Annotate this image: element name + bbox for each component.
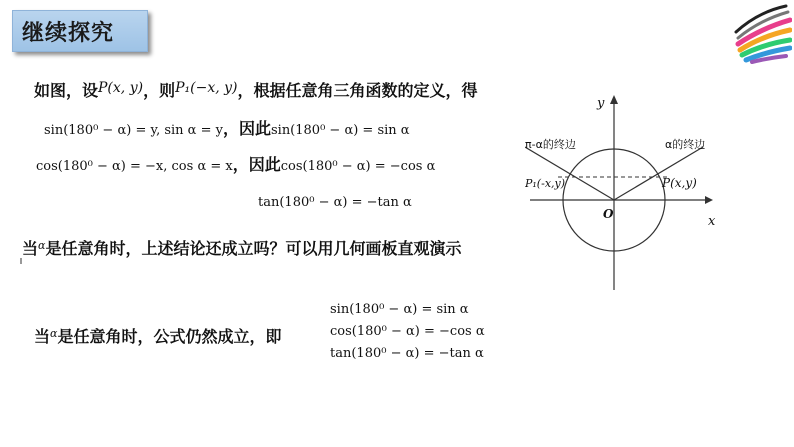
y-axis-label: y [597, 96, 605, 111]
tan-result: tan(180⁰ − α) = −tan α [258, 195, 412, 210]
cos-line [36, 152, 435, 175]
intro-suffix: ，根据任意角三角函数的定义，得 [237, 81, 478, 100]
cos-therefore: ，因此 [232, 155, 281, 174]
right-terminal-label: α的终边 [665, 138, 706, 151]
cos-result: cos(180⁰ − α) = −cos α [280, 159, 436, 174]
conclusion-text: 是任意角时，公式仍然成立，即 [57, 327, 282, 346]
conclusion-prefix: 当 [34, 327, 51, 346]
cursor-mark [20, 258, 22, 264]
unit-circle-diagram [525, 92, 730, 294]
pi-minus-alpha-terminal-side [525, 147, 614, 200]
p1-label: P₁(-x,y) [525, 177, 566, 190]
intro-mid: ，则 [143, 81, 176, 100]
point-p: P(x, y) [98, 80, 144, 96]
alpha-terminal-side [614, 147, 703, 200]
intro-prefix: 如图，设 [34, 81, 99, 100]
conclusion-line [34, 324, 281, 347]
x-axis-label: x [708, 214, 716, 229]
brush-logo-icon [728, 2, 792, 64]
x-axis-arrow [705, 196, 713, 204]
conclusion-alpha: α [50, 327, 58, 340]
question-prefix: 当 [22, 239, 39, 258]
point-p1: P₁(−x, y) [175, 80, 238, 96]
sin-result: sin(180⁰ − α) = sin α [270, 123, 410, 138]
sin-formula: sin(180⁰ − α) = y, sin α = y [44, 123, 223, 138]
y-axis-arrow [610, 95, 618, 104]
tan-line [258, 191, 412, 210]
p-label: P(x,y) [662, 176, 697, 190]
question-line [22, 236, 461, 259]
question-text: 是任意角时，上述结论还成立吗？可以用几何画板直观演示 [45, 239, 462, 258]
sin-therefore: ，因此 [222, 119, 271, 138]
origin-label: O [603, 207, 614, 221]
page-title: 继续探究 [22, 21, 115, 46]
left-terminal-label: π-α的终边 [525, 138, 576, 151]
conclusion-sin-formula: sin(180⁰ − α) = sin α [330, 302, 469, 317]
intro-line [34, 78, 478, 101]
conclusion-cos-formula: cos(180⁰ − α) = −cos α [330, 324, 485, 339]
cos-formula: cos(180⁰ − α) = −x, cos α = x [36, 159, 233, 174]
conclusion-tan-formula: tan(180⁰ − α) = −tan α [330, 346, 484, 361]
question-alpha: α [38, 239, 46, 252]
sin-line [44, 116, 410, 139]
